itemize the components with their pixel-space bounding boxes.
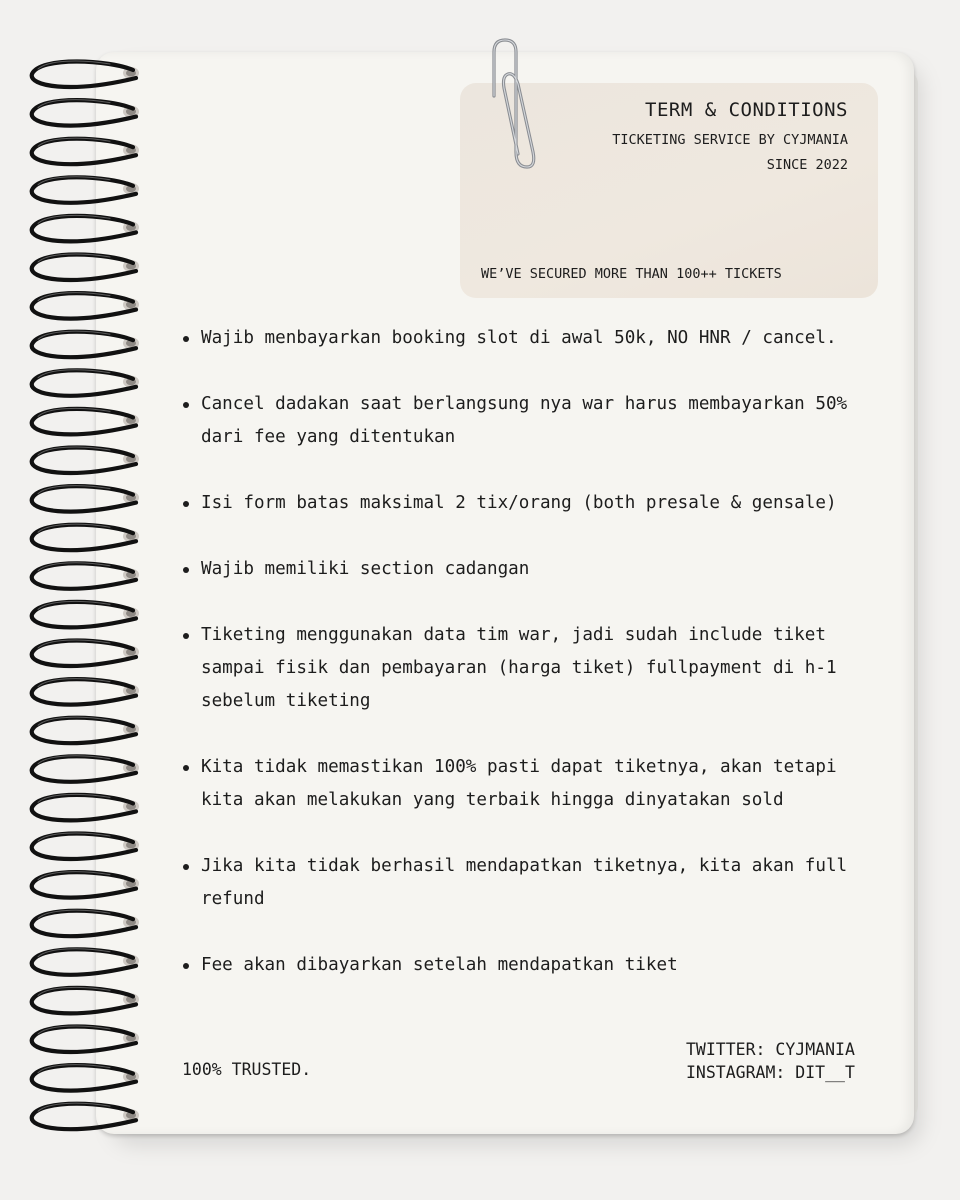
spiral-ring: [32, 756, 139, 782]
spiral-ring: [32, 100, 139, 126]
list-item: [180, 553, 885, 586]
term-text: Isi form batas maksimal 2 tix/orang (both presale & gensale): [201, 493, 837, 513]
term-text: Fee akan dibayarkan setelah mendapatkan tiket: [201, 955, 678, 975]
social-contacts: [686, 1038, 855, 1084]
spiral-ring: [32, 254, 139, 280]
spiral-ring: [32, 293, 139, 319]
spiral-ring: [32, 1103, 139, 1129]
term-text: Tiketing menggunakan data tim war, jadi sudah include tiket sampai fisik dan pembayaran (harga tiket) fullpayment di h-1 sebelum tiketing: [201, 625, 837, 711]
spiral-ring: [32, 138, 139, 164]
spiral-ring: [32, 717, 139, 743]
spiral-ring: [32, 486, 139, 512]
bullet-icon: [183, 336, 189, 342]
paperclip-icon: [480, 34, 540, 174]
spiral-ring: [32, 331, 139, 357]
header-subtitle: TICKETING SERVICE BY CYJMANIA: [612, 132, 848, 148]
trusted-label: 100% TRUSTED.: [182, 1060, 312, 1079]
page-title: TERM & CONDITIONS: [645, 99, 848, 121]
spiral-ring: [32, 447, 139, 473]
list-item: [180, 388, 885, 454]
spiral-ring: [32, 215, 139, 241]
term-text: Jika kita tidak berhasil mendapatkan tiketnya, kita akan full refund: [201, 856, 848, 909]
bullet-icon: [183, 864, 189, 870]
term-text: Kita tidak memastikan 100% pasti dapat tiketnya, akan tetapi kita akan melakukan yang terbaik hingga dinyatakan sold: [201, 757, 837, 810]
twitter-handle: TWITTER: CYJMANIA: [686, 1040, 855, 1059]
header-since: SINCE 2022: [766, 157, 848, 173]
spiral-ring: [32, 910, 139, 936]
spiral-ring: [32, 987, 139, 1013]
list-item: [180, 322, 885, 355]
spiral-binding: [0, 0, 160, 1200]
term-text: Cancel dadakan saat berlangsung nya war harus membayarkan 50% dari fee yang ditentukan: [201, 394, 848, 447]
instagram-handle: INSTAGRAM: DIT__T: [686, 1063, 855, 1082]
spiral-ring: [32, 1026, 139, 1052]
header-tagline: WE’VE SECURED MORE THAN 100++ TICKETS: [481, 266, 782, 282]
spiral-ring: [32, 61, 139, 87]
list-item: [180, 949, 885, 982]
list-item: [180, 850, 885, 916]
bullet-icon: [183, 633, 189, 639]
term-text: Wajib menbayarkan booking slot di awal 50k, NO HNR / cancel.: [201, 328, 837, 348]
list-item: [180, 619, 885, 718]
bullet-icon: [183, 765, 189, 771]
spiral-ring: [32, 370, 139, 396]
bullet-icon: [183, 567, 189, 573]
header-subtitle-block: [612, 128, 848, 178]
spiral-ring: [32, 601, 139, 627]
list-item: [180, 751, 885, 817]
spiral-ring: [32, 833, 139, 859]
bullet-icon: [183, 963, 189, 969]
spiral-ring: [32, 872, 139, 898]
terms-list: [180, 322, 885, 1015]
spiral-ring: [32, 177, 139, 203]
spiral-ring: [32, 408, 139, 434]
spiral-ring: [32, 640, 139, 666]
spiral-ring: [32, 949, 139, 975]
term-text: Wajib memiliki section cadangan: [201, 559, 530, 579]
bullet-icon: [183, 501, 189, 507]
list-item: [180, 487, 885, 520]
spiral-ring: [32, 524, 139, 550]
spiral-ring: [32, 563, 139, 589]
spiral-ring: [32, 1065, 139, 1091]
spiral-ring: [32, 679, 139, 705]
bullet-icon: [183, 402, 189, 408]
spiral-ring: [32, 794, 139, 820]
